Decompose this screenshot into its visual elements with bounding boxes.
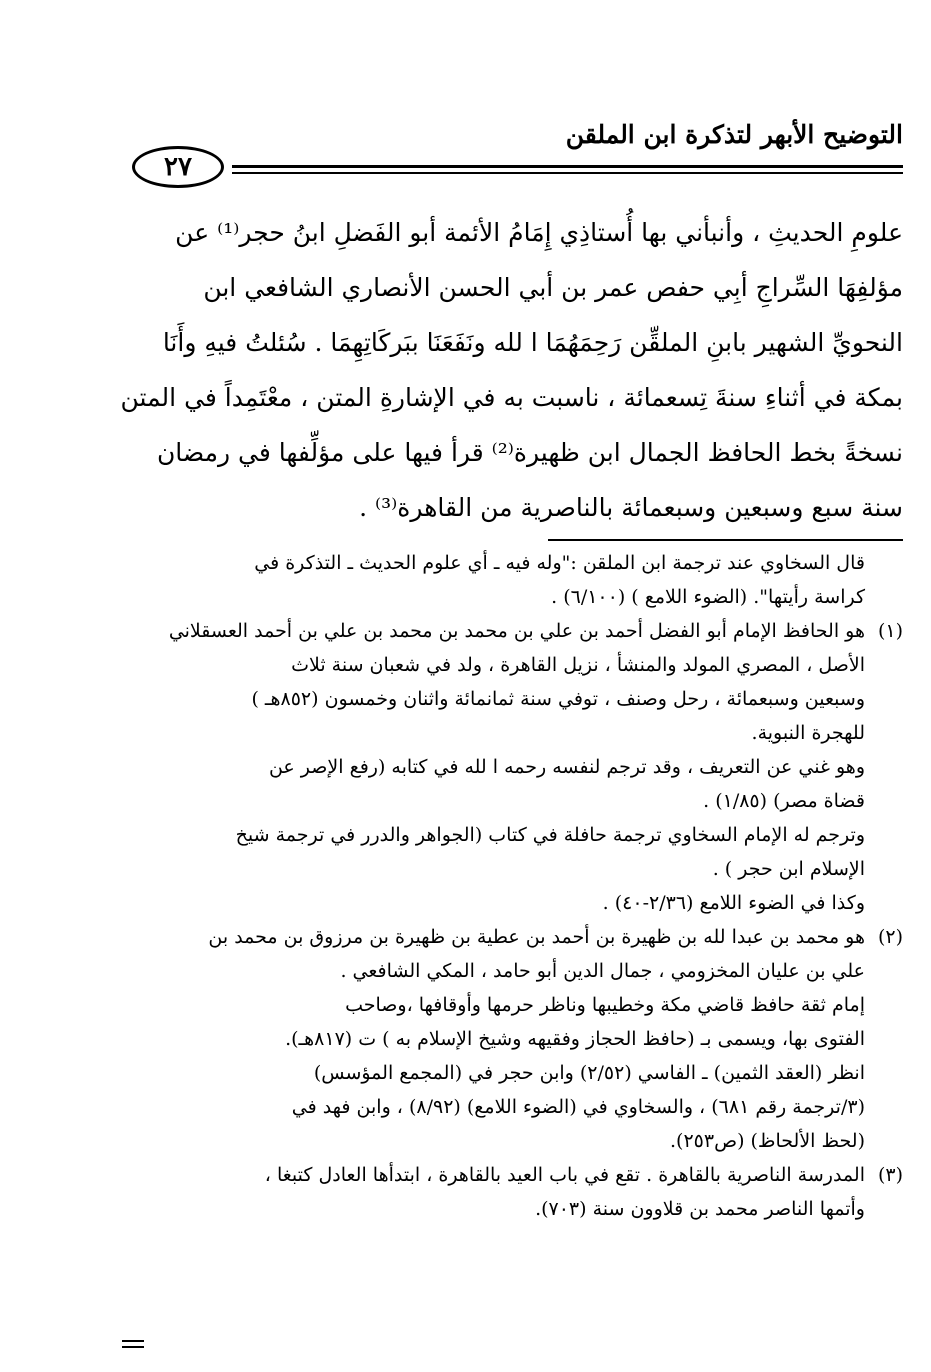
text-line: بمكة في أثناءِ سنةَ تِسعمائة ، ناسبت به في الإشارةِ المتن ، معْتَمِداً في المتن: [120, 383, 903, 412]
text-line: النحويِّ الشهير بابنِ الملقِّن رَحِمَهُمَا ا لله ونَفَعَنَا ببَركَاتِهِمَا . سُئلتُ فيهِ وأَنَا: [162, 328, 903, 357]
footnote-2: [133, 920, 903, 954]
footnote-line: إمام ثقة حافظ قاضي مكة وخطيبها وناظر حرمها وأوقافها ،وصاحب: [345, 994, 865, 1016]
footnote-line: المدرسة الناصرية بالقاهرة . تقع في باب العيد بالقاهرة ، ابتدأها العادل كتبغا ،: [264, 1164, 865, 1186]
footnote-marker: (٣): [877, 1164, 903, 1186]
footnote-line: علي بن عليان المخزومي ، جمال الدين أبو حامد ، المكي الشافعي .: [340, 960, 865, 982]
footnote-separator: [548, 539, 903, 541]
header-rule-bottom: [232, 172, 903, 174]
text-line: نسخةً بخط الحافظ الجمال ابن ظهيرة⁽²⁾ قرأ فيها على مؤلِّفها في رمضان: [156, 438, 903, 467]
text-line: مؤلفِهَا السِّراجِ أبِي حفص عمر بن أبي الحسن الأنصاري الشافعي ابن: [203, 273, 903, 302]
page-end-mark: [122, 1340, 144, 1352]
footnote-line: وهو غني عن التعريف ، وقد ترجم لنفسه رحمه ا لله في كتابه (رفع الإصر عن: [268, 756, 865, 778]
header-rule-top: [232, 165, 903, 168]
footnote-line: انظر (العقد الثمين) ـ الفاسي (٢/٥٢) وابن حجر في (المجمع المؤسس): [313, 1062, 865, 1084]
page-number-text: ٢٧: [164, 152, 192, 182]
footnote-line: للهجرة النبوية.: [751, 722, 865, 744]
footnote-line: هو الحافظ الإمام أبو الفضل أحمد بن علي بن محمد بن محمد بن علي بن أحمد العسقلاني: [168, 620, 865, 642]
footnote-line: وترجم له الإمام السخاوي ترجمة حافلة في كتاب (الجواهر والدرر في ترجمة شيخ: [235, 824, 865, 846]
footnote-line: قضاة مصر) (١/٨٥) .: [703, 790, 865, 812]
footnote-line: هو محمد بن عبدا لله بن ظهيرة بن أحمد بن عطية بن ظهيرة بن مرزوق بن محمد بن: [208, 926, 865, 948]
footnote-line: الأصل ، المصري المولد والمنشأ ، نزيل القاهرة ، ولد في شعبان سنة ثلاث: [291, 654, 865, 676]
footnote-1: [133, 614, 903, 648]
footnote-line: الفتوى بها، ويسمى بـ (حافظ الحجاز وفقيهه وشيخ الإسلام به ) ت (٨١٧هـ).: [285, 1028, 865, 1050]
footnote-3: [133, 1158, 903, 1192]
footnote-marker: (٢): [877, 926, 903, 948]
footnote-line: وكذا في الضوء اللامع (٢/٣٦-٤٠) .: [602, 892, 865, 914]
text-line: علومِ الحديثِ ، وأنبأني بها أُستاذِي إِمَامُ الأئمة أبو الفَضلِ ابنُ حجر⁽¹⁾ عن: [175, 218, 903, 247]
page-number: [132, 146, 224, 188]
running-title: التوضيح الأبهر لتذكرة ابن الملقن: [565, 120, 903, 149]
main-text: [120, 205, 903, 535]
footnote-line: كراسة رأيتها". (الضوء اللامع ) (٦/١٠٠) .: [551, 586, 865, 608]
footnote-line: (لحظ الألحاظ) (ص٢٥٣).: [670, 1130, 865, 1152]
footnote-marker: (١): [877, 620, 903, 642]
footnote-line: وسبعين وسبعمائة ، رحل وصنف ، توفي سنة ثمانمائة واثنان وخمسون (٨٥٢هـ ): [251, 688, 865, 710]
footnote-line: وأتمها الناصر محمد بن قلاوون سنة (٧٠٣).: [535, 1198, 865, 1220]
text-line: سنة سبع وسبعين وسبعمائة بالناصرية من القاهرة⁽³⁾ .: [359, 493, 903, 522]
footnote-line: (٣/ترجمة رقم ٦٨١) ، والسخاوي في (الضوء اللامع) (٨/٩٢) ، وابن فهد في: [291, 1096, 865, 1118]
footnote-line: قال السخاوي عند ترجمة ابن الملقن :"وله فيه ـ أي علوم الحديث ـ التذكرة في: [254, 552, 865, 574]
footnotes: [133, 546, 903, 1226]
footnote-line: الإسلام ابن حجر ) .: [712, 858, 865, 880]
